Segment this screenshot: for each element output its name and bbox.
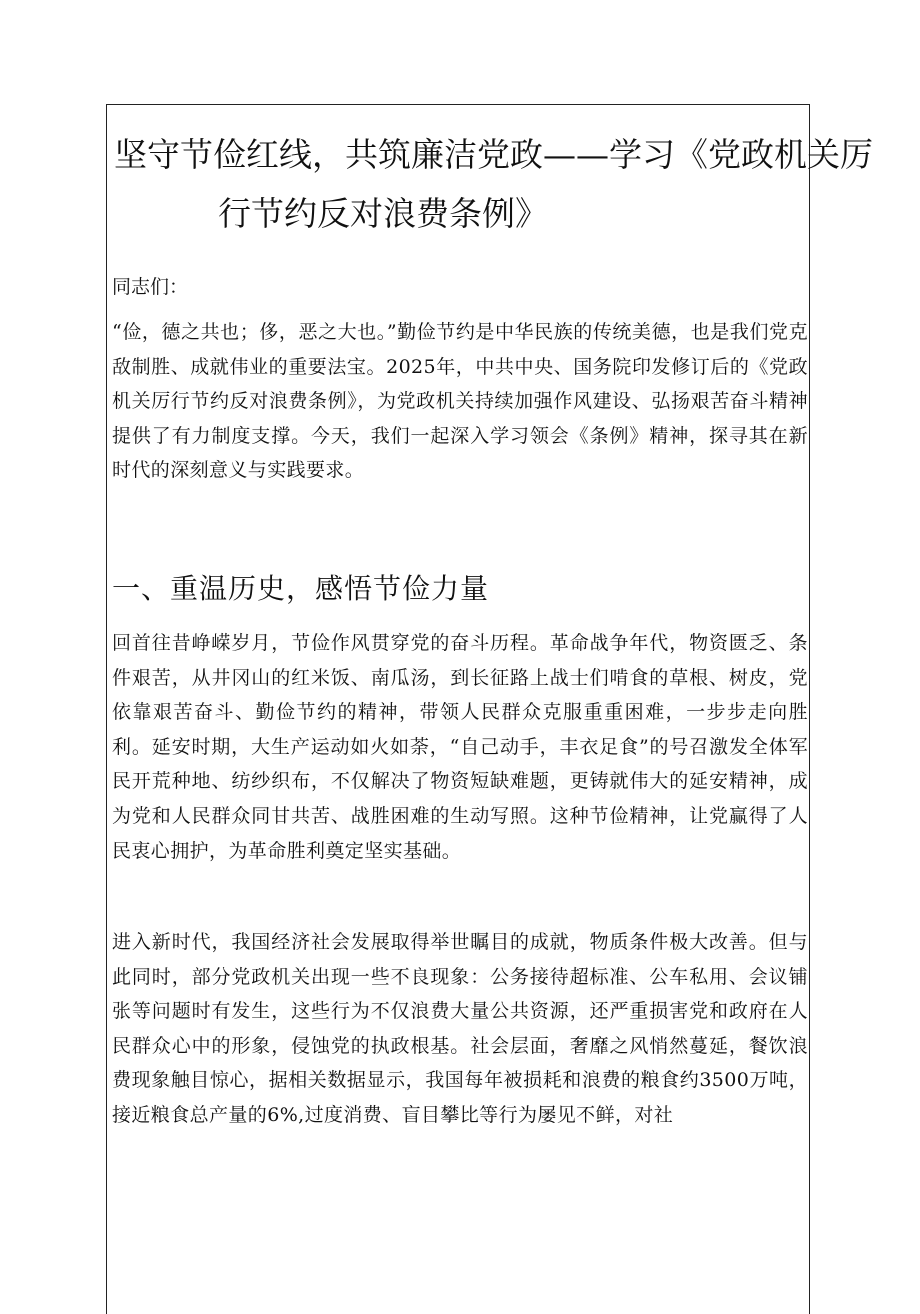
salutation: 同志们： [112,276,189,298]
document-title-line-1: 坚守节俭红线，共筑廉洁党政——学习《党政机关厉 [114,135,873,174]
section-1-paragraph-2: 进入新时代，我国经济社会发展取得举世瞩目的成就，物质条件极大改善。但与此同时，部分党政机关出现一些不良现象：公务接待超标准、公车私用、会议铺张等问题时有发生，这些行为不仅浪费大量公共资源，还严重损害党和政府在人民群众心中的形象，侵蚀党的执政根基。社会层面，奢靡之风悄然蔓延，餐饮浪费现象触目惊心，据相关数据显示，我国每年被损耗和浪费的粮食约3500万吨，接近粮食总产量的6%,过度消费、盲目攀比等行为屡见不鲜，对社 [112,931,808,1126]
intro-paragraph: “俭，德之共也；侈，恶之大也。”勤俭节约是中华民族的传统美德，也是我们党克敌制胜、成就伟业的重要法宝。2025年，中共中央、国务院印发修订后的《党政机关厉行节约反对浪费条例》，为党政机关持续加强作风建设、弘扬艰苦奋斗精神提供了有力制度支撑。今天，我们一起深入学习领会《条例》精神，探寻其在新时代的深刻意义与实践要求。 [112,321,808,482]
section-1-paragraph-1: 回首往昔峥嵘岁月，节俭作风贯穿党的奋斗历程。革命战争年代，物资匮乏、条件艰苦，从井冈山的红米饭、南瓜汤，到长征路上战士们啃食的草根、树皮，党依靠艰苦奋斗、勤俭节约的精神，带领人民群众克服重重困难，一步步走向胜利。延安时期，大生产运动如火如荼，“自己动手，丰衣足食”的号召激发全体军民开荒种地、纺纱织布，不仅解决了物资短缺难题，更铸就伟大的延安精神，成为党和人民群众同甘共苦、战胜困难的生动写照。这种节俭精神，让党赢得了人民衷心拥护，为革命胜利奠定坚实基础。 [112,632,808,862]
document-title-line-2: 行节约反对浪费条例》 [218,194,548,233]
section-heading-1: 一、重温历史，感悟节俭力量 [112,572,490,605]
